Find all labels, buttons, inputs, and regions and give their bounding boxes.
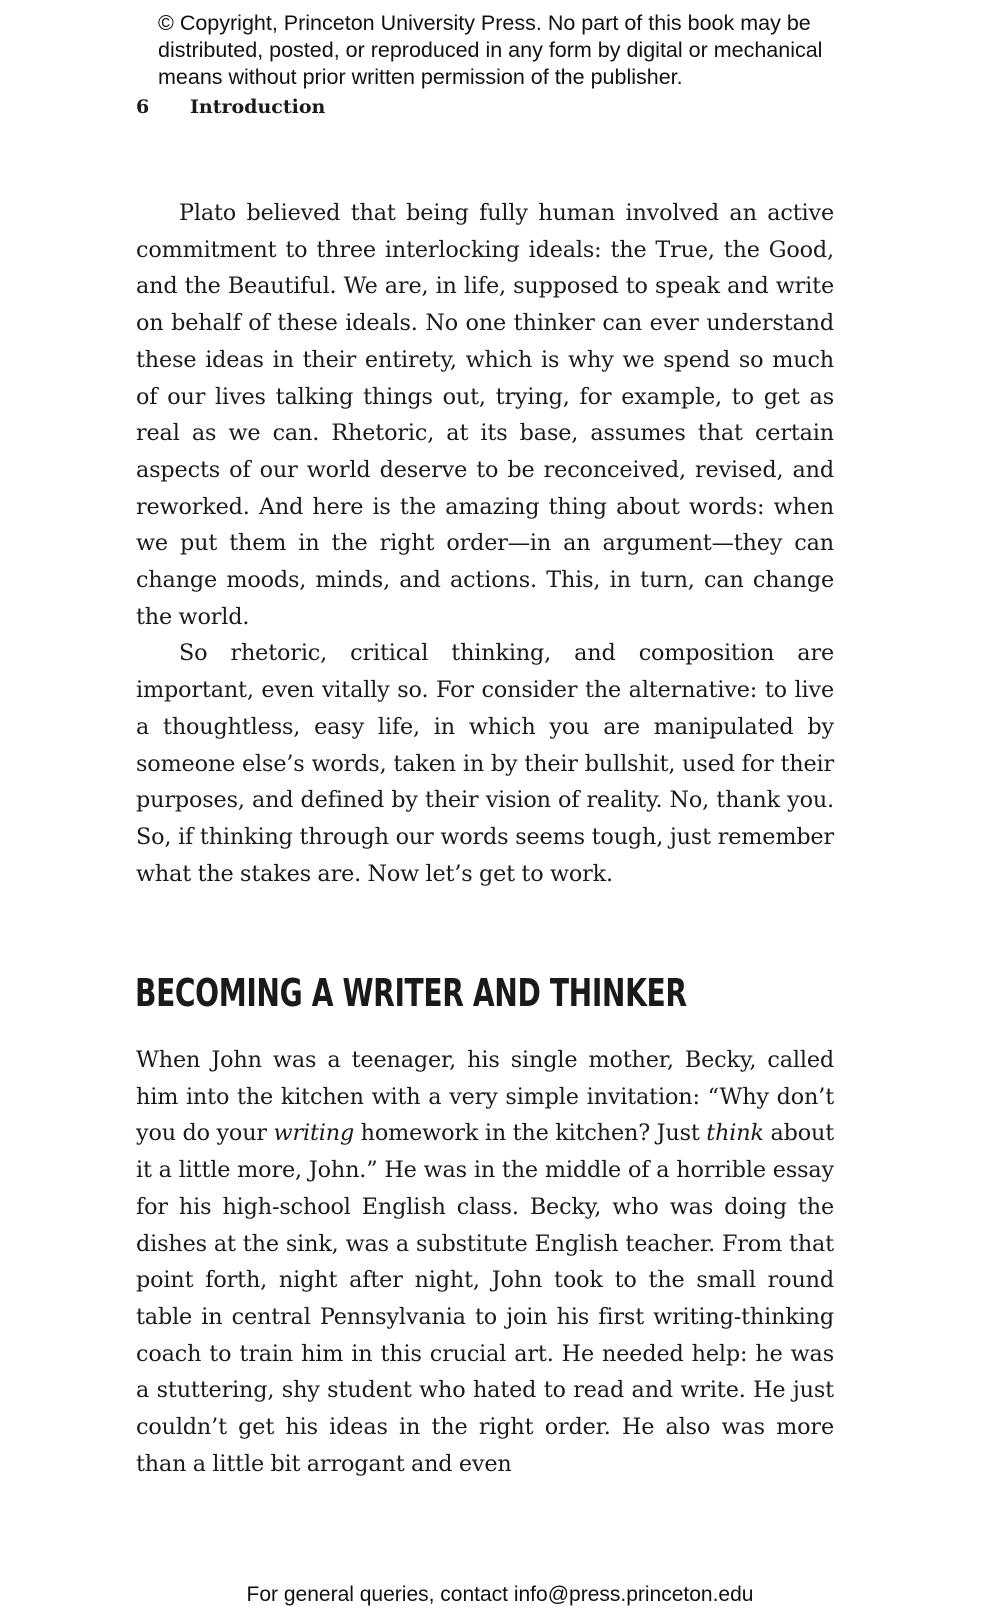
footer-contact: For general queries, contact info@press.princeton.edu: [246, 1583, 754, 1606]
paragraph-text: homework in the kitchen? Just: [354, 1120, 707, 1147]
emphasis-think: think: [706, 1120, 764, 1147]
paragraph: So rhetoric, critical thinking, and composition are important, even vitally so. For consider the alternative: to live a thoughtless, easy life, in which you are manipulated by someone else’s words, taken in by their bullshit, used for their purposes, and defined by their vision of reality. No, thank you. So, if thinking through our words seems tough, just remember what the stakes are. Now let’s get to work.: [136, 640, 834, 887]
running-head: [136, 96, 325, 118]
opening-text: [136, 195, 834, 892]
page-number: 6: [136, 96, 150, 118]
copyright-notice: © Copyright, Princeton University Press. No part of this book may be distributed, posted, or reproduced in any form by digital or mechanical means without prior written permission of the publisher.: [158, 11, 823, 89]
paragraph-text: about it a little more, John.” He was in the middle of a horrible essay for his high-school English class. Becky, who was doing the dishes at the sink, was a substitute English teacher. From that point forth, night after night, John took to the small round table in central Pennsylvania to join his first writing-thinking coach to train him in this crucial art. He needed help: he was a stuttering, shy student who hated to read and write. He just couldn’t get his ideas in the right order. He also was more than a little bit arrogant and even: [136, 1120, 834, 1477]
paragraph: Plato believed that being fully human involved an active commitment to three interlocking ideals: the True, the Good, and the Beautiful. We are, in life, supposed to speak and write on behalf of these ideals. No one thinker can ever understand these ideas in their entirety, which is why we spend so much of our lives talking things out, trying, for example, to get as real as we can. Rhetoric, at its base, assumes that certain aspects of our world deserve to be reconceived, revised, and reworked. And here is the amazing thing about words: when we put them in the right order—in an argument—they can change moods, minds, and actions. This, in turn, can change the world.: [136, 200, 834, 630]
paragraph-text: When John was a teenager, his single mother, Becky, called him into the kitchen with a very simple invitation: “Why don’t you do your: [136, 1047, 834, 1147]
section-text: [136, 1042, 834, 1482]
chapter-title: Introduction: [190, 96, 326, 118]
paragraph: [136, 1042, 834, 1482]
section-heading: BECOMING A WRITER AND THINKER: [135, 971, 687, 1015]
emphasis-writing: writing: [273, 1120, 355, 1147]
